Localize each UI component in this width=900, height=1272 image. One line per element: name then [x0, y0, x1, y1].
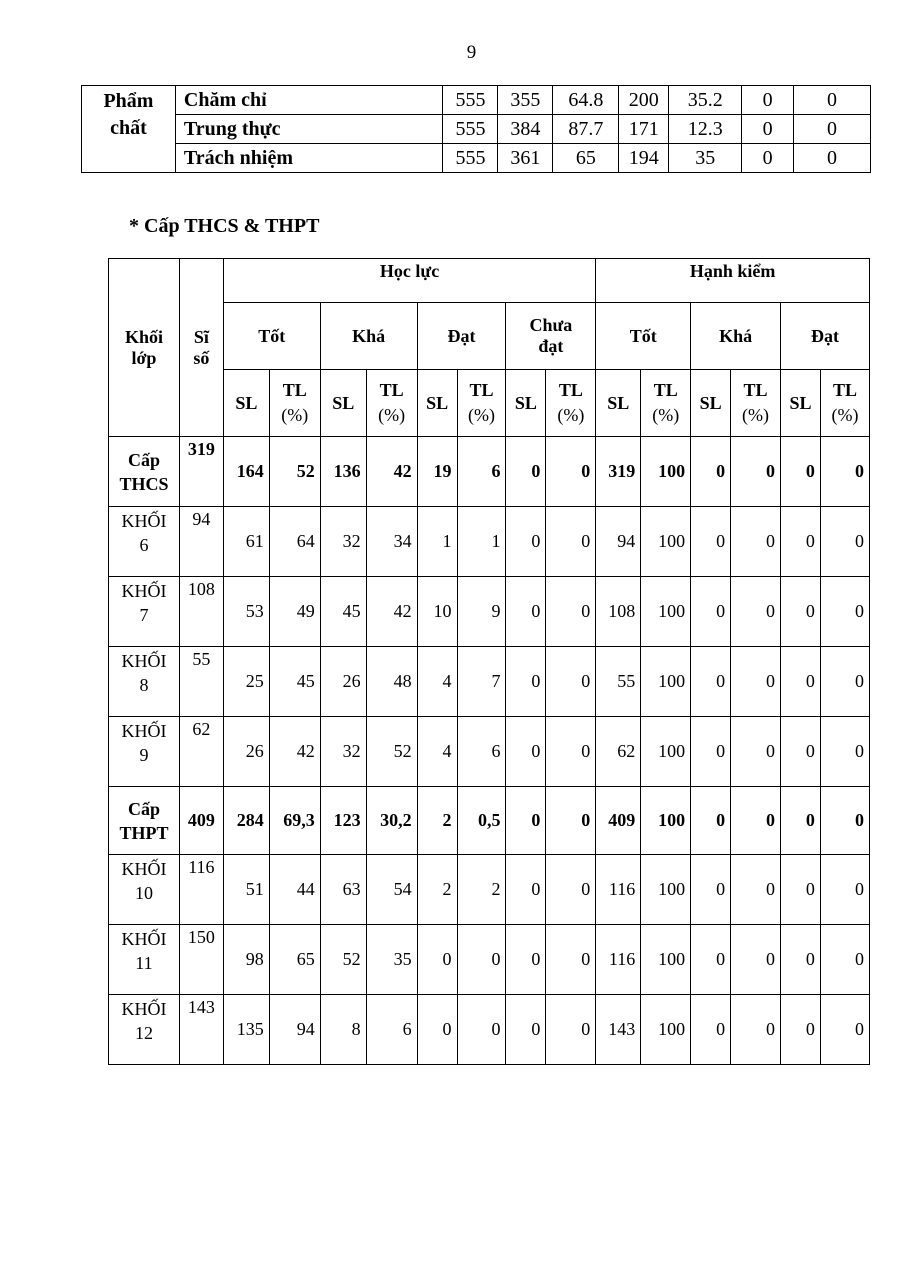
table-cell: 4: [417, 647, 457, 717]
header-sl: SL: [506, 370, 546, 437]
table-cell: 164: [223, 437, 269, 507]
table-cell: 0: [731, 577, 781, 647]
table-cell: 0: [781, 995, 821, 1065]
table-cell: 555: [443, 144, 498, 173]
table-cell: 0: [781, 925, 821, 995]
table-cell: 4: [417, 717, 457, 787]
header-sl: SL: [320, 370, 366, 437]
table-cell: 0: [820, 577, 869, 647]
table-cell: 6: [366, 995, 417, 1065]
table-cell: 0: [742, 115, 794, 144]
table-row: [109, 647, 870, 717]
table-cell: 0: [546, 437, 596, 507]
table-cell: 0: [781, 577, 821, 647]
table-row: [109, 925, 870, 995]
header-tl: TL (%): [546, 370, 596, 437]
header-sl: SL: [781, 370, 821, 437]
table-cell: 0: [731, 787, 781, 855]
table-row: [109, 717, 870, 787]
table-cell: 319: [596, 437, 641, 507]
si-so-cell: 319: [179, 437, 223, 507]
table-cell: 116: [596, 855, 641, 925]
table-cell: 6: [457, 717, 506, 787]
table-cell: 0: [506, 577, 546, 647]
table-cell: 100: [641, 577, 691, 647]
table-cell: 0: [506, 925, 546, 995]
table-cell: 0: [691, 577, 731, 647]
table-cell: 1: [417, 507, 457, 577]
table-cell: 100: [641, 647, 691, 717]
table-cell: 0: [820, 855, 869, 925]
table-cell: 100: [641, 437, 691, 507]
table-cell: 25: [223, 647, 269, 717]
table-cell: 45: [269, 647, 320, 717]
table-row: [109, 995, 870, 1065]
header-tl: TL (%): [366, 370, 417, 437]
header-tl: TL (%): [820, 370, 869, 437]
table-cell: 0: [417, 995, 457, 1065]
group-label: Phẩm chất: [82, 86, 176, 173]
table-cell: 0: [820, 787, 869, 855]
table-cell: 0,5: [457, 787, 506, 855]
si-so-cell: 143: [179, 995, 223, 1065]
si-so-cell: 108: [179, 577, 223, 647]
table-cell: 52: [269, 437, 320, 507]
section-title: * Cấp THCS & THPT: [129, 215, 320, 237]
table-cell: 63: [320, 855, 366, 925]
table-cell: 62: [596, 717, 641, 787]
header-row-1: [109, 259, 870, 303]
table-cell: 136: [320, 437, 366, 507]
table-cell: 7: [457, 647, 506, 717]
table-cell: 0: [781, 855, 821, 925]
table-cell: 0: [546, 647, 596, 717]
si-so-cell: 55: [179, 647, 223, 717]
table-cell: 94: [269, 995, 320, 1065]
table-cell: 30,2: [366, 787, 417, 855]
header-tl: TL (%): [457, 370, 506, 437]
header-kha: Khá: [320, 303, 417, 370]
table-cell: 0: [794, 115, 871, 144]
table-cell: 35: [366, 925, 417, 995]
header-si-so: Sĩ số: [179, 259, 223, 437]
table-cell: 0: [506, 437, 546, 507]
row-label: KHỐI 6: [109, 507, 180, 577]
table-cell: 0: [691, 437, 731, 507]
main-table: [108, 258, 870, 1065]
table-cell: 6: [457, 437, 506, 507]
table-cell: 69,3: [269, 787, 320, 855]
table-row: [109, 437, 870, 507]
table-cell: 0: [691, 507, 731, 577]
header-chua-dat: Chưa đạt: [506, 303, 596, 370]
header-sl: SL: [417, 370, 457, 437]
table-cell: 0: [794, 144, 871, 173]
table-cell: 0: [742, 144, 794, 173]
table-cell: 35.2: [669, 86, 742, 115]
table-cell: 123: [320, 787, 366, 855]
header-dat: Đạt: [417, 303, 506, 370]
si-so-cell: 116: [179, 855, 223, 925]
table-cell: 98: [223, 925, 269, 995]
table-cell: 284: [223, 787, 269, 855]
table-cell: 116: [596, 925, 641, 995]
table-cell: 0: [781, 437, 821, 507]
header-sl: SL: [223, 370, 269, 437]
table-cell: 0: [820, 995, 869, 1065]
table-cell: 44: [269, 855, 320, 925]
table-cell: 0: [546, 855, 596, 925]
table-cell: 65: [553, 144, 619, 173]
table-cell: 355: [498, 86, 553, 115]
table-cell: 19: [417, 437, 457, 507]
table-cell: 0: [506, 717, 546, 787]
table-cell: 8: [320, 995, 366, 1065]
table-cell: 0: [691, 925, 731, 995]
page-number: 9: [466, 42, 477, 63]
table-cell: 0: [731, 507, 781, 577]
row-label: Cấp THPT: [109, 787, 180, 855]
header-tl: TL (%): [731, 370, 781, 437]
table-cell: 0: [506, 647, 546, 717]
header-hk-kha: Khá: [691, 303, 781, 370]
table-cell: 0: [546, 507, 596, 577]
header-hk-dat: Đạt: [781, 303, 870, 370]
table-cell: 143: [596, 995, 641, 1065]
table-cell: 32: [320, 507, 366, 577]
header-tot: Tốt: [223, 303, 320, 370]
table-cell: 555: [443, 86, 498, 115]
table-cell: 26: [320, 647, 366, 717]
table-cell: 0: [731, 925, 781, 995]
table-cell: 0: [457, 995, 506, 1065]
row-label: KHỐI 8: [109, 647, 180, 717]
header-sl: SL: [596, 370, 641, 437]
top-table-row: [82, 86, 871, 115]
table-cell: 108: [596, 577, 641, 647]
table-cell: 61: [223, 507, 269, 577]
row-label: Trách nhiệm: [175, 144, 443, 173]
table-row: [109, 855, 870, 925]
table-cell: 0: [546, 995, 596, 1065]
table-cell: 100: [641, 787, 691, 855]
table-cell: 34: [366, 507, 417, 577]
table-cell: 51: [223, 855, 269, 925]
table-cell: 0: [691, 647, 731, 717]
table-cell: 0: [691, 995, 731, 1065]
header-khoi-lop: Khối lớp: [109, 259, 180, 437]
table-cell: 65: [269, 925, 320, 995]
si-so-cell: 150: [179, 925, 223, 995]
header-tl: TL (%): [641, 370, 691, 437]
table-cell: 0: [457, 925, 506, 995]
row-label: KHỐI 12: [109, 995, 180, 1065]
top-table-row: [82, 115, 871, 144]
table-cell: 2: [417, 787, 457, 855]
table-cell: 26: [223, 717, 269, 787]
table-cell: 0: [820, 437, 869, 507]
table-cell: 0: [691, 717, 731, 787]
table-cell: 35: [669, 144, 742, 173]
top-table-row: [82, 144, 871, 173]
table-cell: 2: [457, 855, 506, 925]
row-label: Trung thực: [175, 115, 443, 144]
row-label: Cấp THCS: [109, 437, 180, 507]
table-cell: 64.8: [553, 86, 619, 115]
table-cell: 0: [781, 717, 821, 787]
table-cell: 100: [641, 717, 691, 787]
table-cell: 0: [731, 647, 781, 717]
table-cell: 0: [506, 995, 546, 1065]
table-cell: 0: [506, 855, 546, 925]
header-row-3: [109, 370, 870, 437]
header-hoc-luc: Học lực: [223, 259, 595, 303]
table-cell: 0: [820, 717, 869, 787]
table-cell: 0: [506, 787, 546, 855]
table-cell: 0: [546, 925, 596, 995]
table-cell: 0: [546, 717, 596, 787]
table-cell: 52: [366, 717, 417, 787]
table-cell: 32: [320, 717, 366, 787]
table-cell: 0: [781, 647, 821, 717]
row-label: KHỐI 10: [109, 855, 180, 925]
si-so-cell: 94: [179, 507, 223, 577]
table-cell: 0: [731, 995, 781, 1065]
header-hanh-kiem: Hạnh kiểm: [596, 259, 870, 303]
table-cell: 10: [417, 577, 457, 647]
table-cell: 555: [443, 115, 498, 144]
header-hk-tot: Tốt: [596, 303, 691, 370]
table-row: [109, 507, 870, 577]
table-cell: 2: [417, 855, 457, 925]
table-cell: 0: [546, 787, 596, 855]
table-cell: 0: [794, 86, 871, 115]
table-cell: 100: [641, 507, 691, 577]
table-cell: 0: [691, 855, 731, 925]
table-cell: 0: [417, 925, 457, 995]
table-cell: 42: [269, 717, 320, 787]
table-cell: 52: [320, 925, 366, 995]
table-cell: 55: [596, 647, 641, 717]
table-cell: 0: [742, 86, 794, 115]
table-cell: 135: [223, 995, 269, 1065]
table-cell: 1: [457, 507, 506, 577]
table-cell: 42: [366, 577, 417, 647]
table-cell: 100: [641, 855, 691, 925]
header-row-2: [109, 303, 870, 370]
table-cell: 53: [223, 577, 269, 647]
table-cell: 48: [366, 647, 417, 717]
table-cell: 100: [641, 925, 691, 995]
table-cell: 409: [596, 787, 641, 855]
table-cell: 49: [269, 577, 320, 647]
table-cell: 0: [691, 787, 731, 855]
table-cell: 361: [498, 144, 553, 173]
table-cell: 0: [731, 437, 781, 507]
table-cell: 54: [366, 855, 417, 925]
table-cell: 0: [546, 577, 596, 647]
header-tl: TL (%): [269, 370, 320, 437]
table-cell: 0: [731, 717, 781, 787]
table-cell: 0: [506, 507, 546, 577]
top-table: [81, 85, 871, 173]
si-so-cell: 62: [179, 717, 223, 787]
table-row: [109, 787, 870, 855]
row-label: KHỐI 11: [109, 925, 180, 995]
table-row: [109, 577, 870, 647]
table-cell: 0: [781, 507, 821, 577]
si-so-cell: 409: [179, 787, 223, 855]
table-cell: 171: [619, 115, 669, 144]
row-label: Chăm chỉ: [175, 86, 443, 115]
table-cell: 384: [498, 115, 553, 144]
table-cell: 0: [731, 855, 781, 925]
table-cell: 87.7: [553, 115, 619, 144]
table-cell: 200: [619, 86, 669, 115]
table-cell: 0: [820, 647, 869, 717]
table-cell: 42: [366, 437, 417, 507]
table-cell: 100: [641, 995, 691, 1065]
table-cell: 64: [269, 507, 320, 577]
table-cell: 94: [596, 507, 641, 577]
table-cell: 9: [457, 577, 506, 647]
header-sl: SL: [691, 370, 731, 437]
row-label: KHỐI 9: [109, 717, 180, 787]
table-cell: 194: [619, 144, 669, 173]
table-cell: 45: [320, 577, 366, 647]
table-cell: 0: [820, 507, 869, 577]
table-cell: 12.3: [669, 115, 742, 144]
table-cell: 0: [781, 787, 821, 855]
row-label: KHỐI 7: [109, 577, 180, 647]
table-cell: 0: [820, 925, 869, 995]
